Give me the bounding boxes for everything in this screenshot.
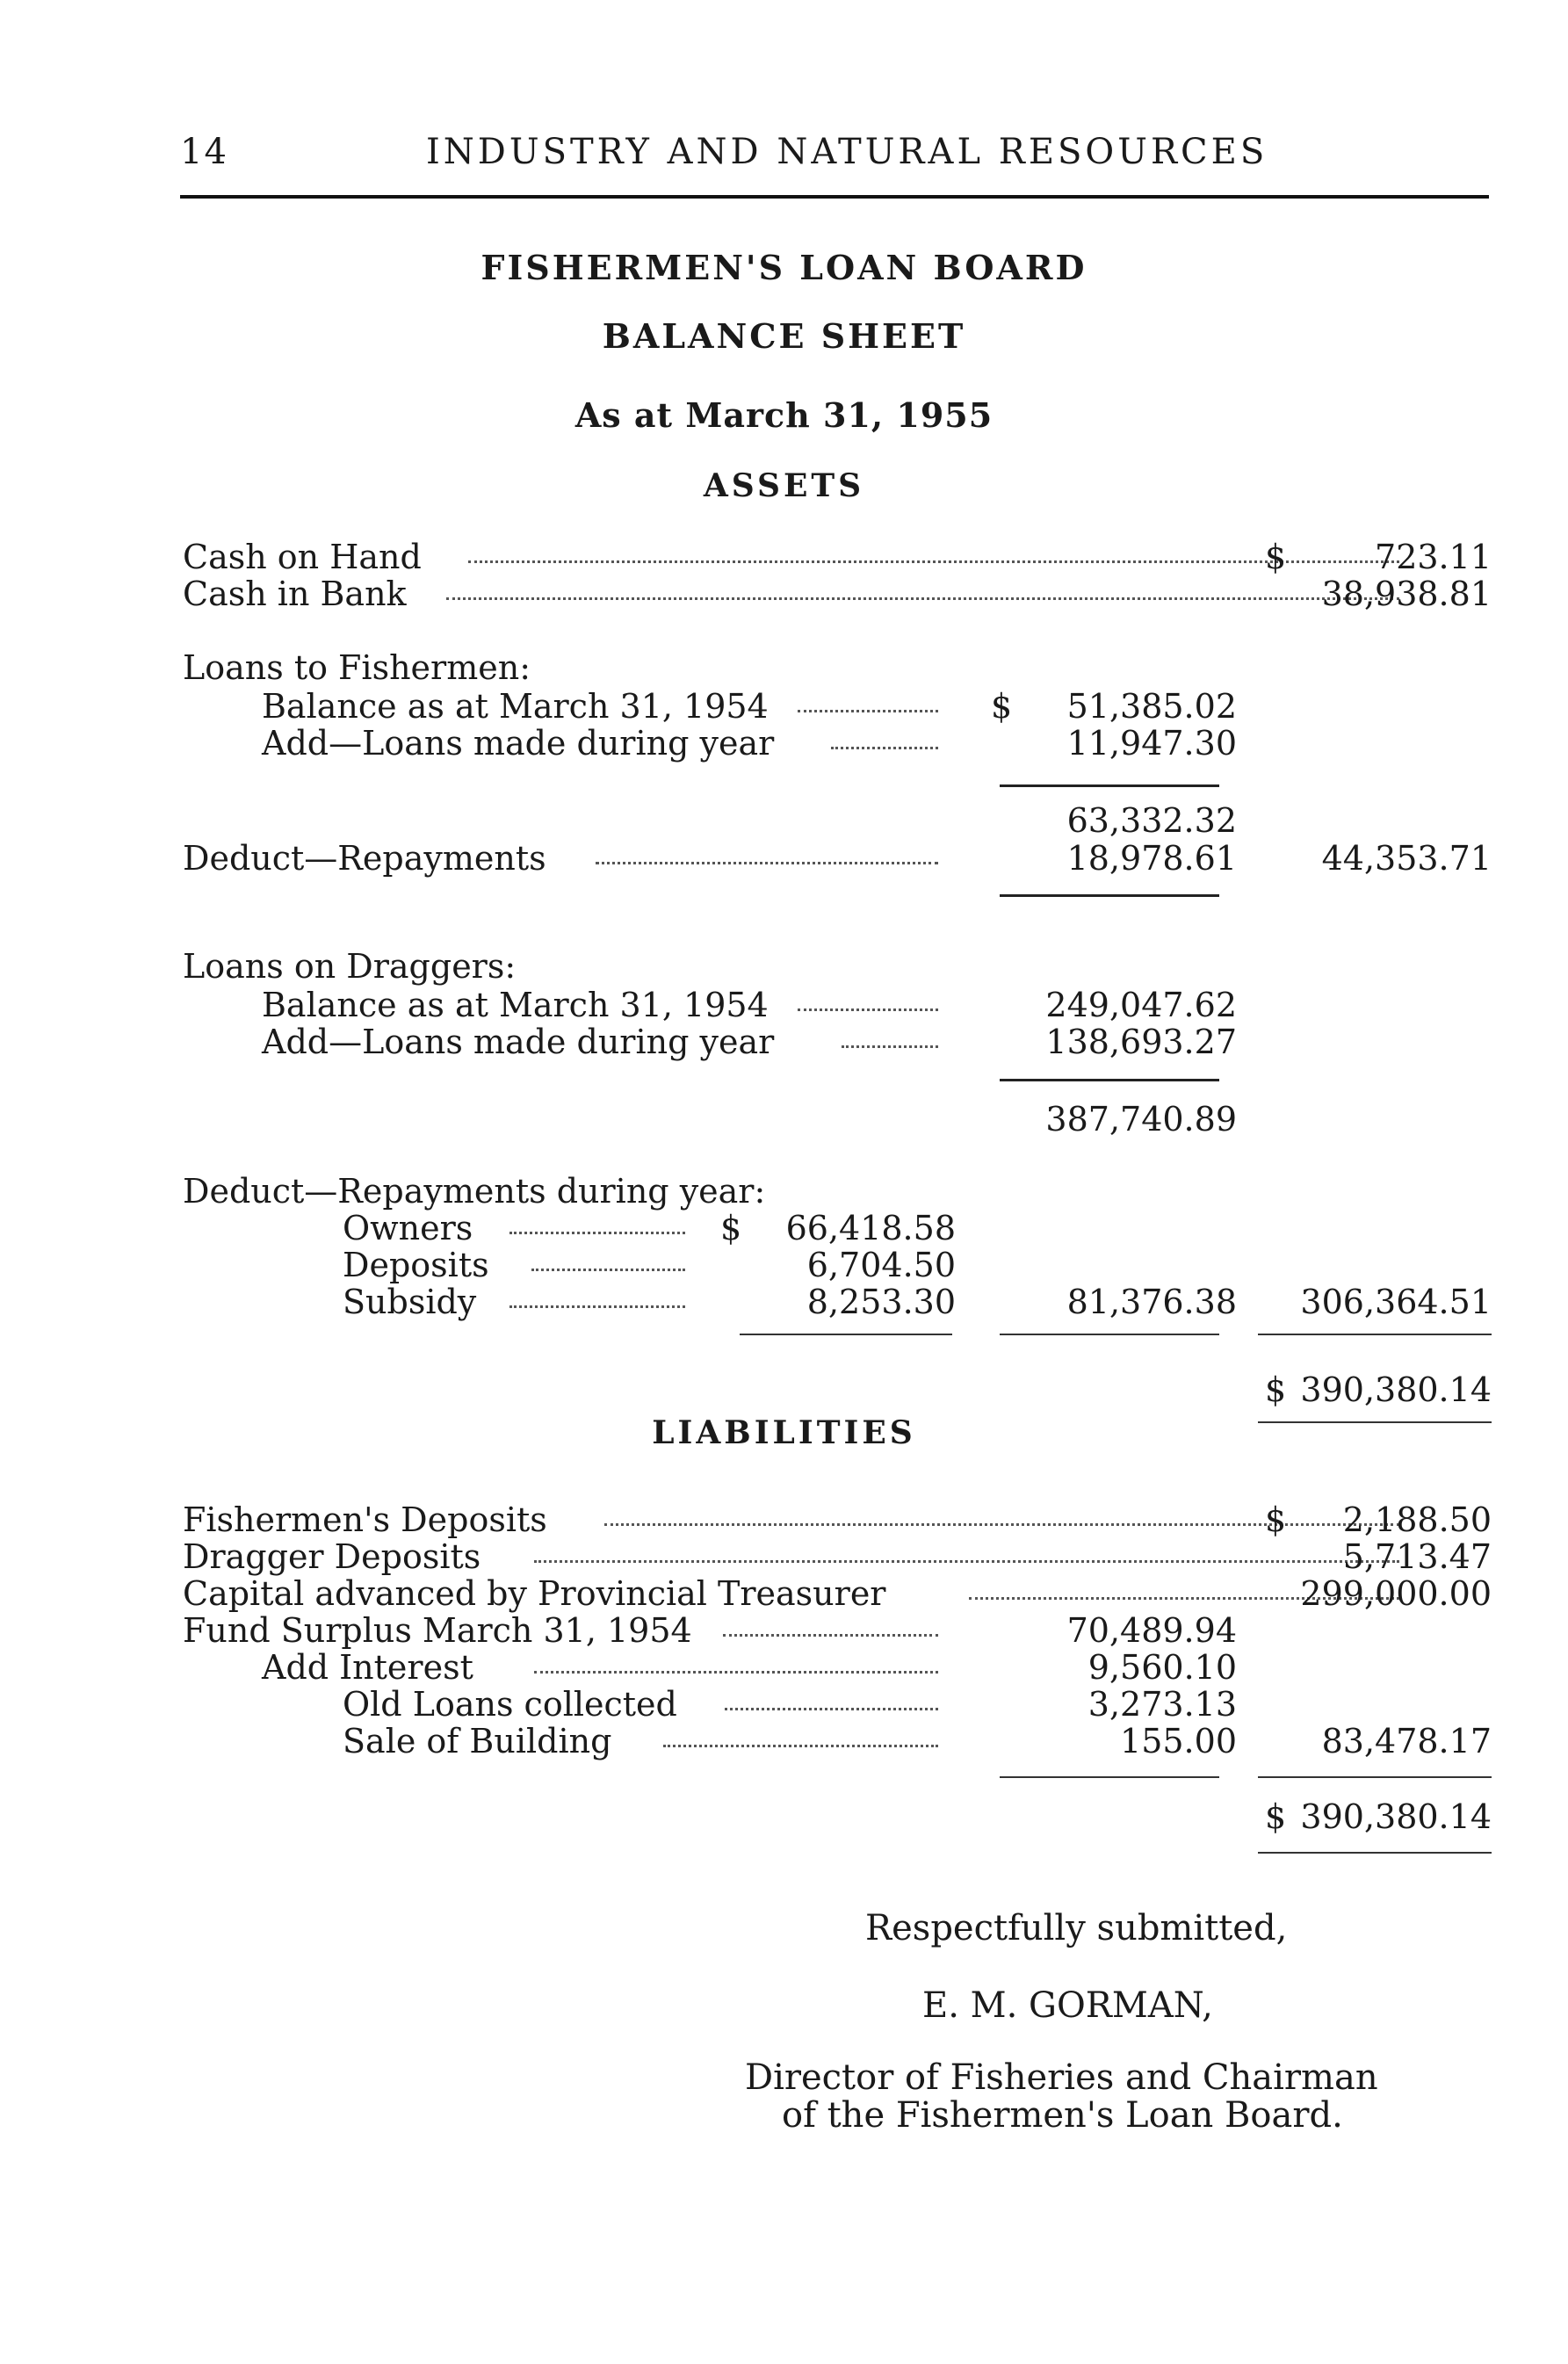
signer-title-line2: of the Fishermen's Loan Board. [782, 2095, 1343, 2136]
subtotal-rule [1000, 1079, 1219, 1081]
currency-sign: $ [1265, 538, 1287, 576]
running-title: INDUSTRY AND NATURAL RESOURCES [426, 132, 1268, 172]
liabilities-total-row [183, 1797, 1492, 1836]
dot-leader [596, 862, 938, 864]
dot-leader [534, 1560, 1399, 1563]
liabilities-heading: LIABILITIES [652, 1414, 916, 1451]
draggers-balance-row [262, 986, 1237, 1024]
page-header [180, 132, 1489, 184]
balance-label: Balance as at March 31, 1954 [262, 687, 769, 726]
owners-label: Owners [343, 1209, 473, 1247]
capital-advanced-amount: 299,000.00 [1300, 1574, 1492, 1613]
deduct-heading-label: Deduct—Repayments during year: [183, 1172, 766, 1211]
fund-surplus-amount: 70,489.94 [1066, 1611, 1237, 1650]
deposits-row [343, 1246, 956, 1284]
fishermens-deposits-amount: 2,188.50 [1342, 1500, 1492, 1539]
column-rule [1000, 1776, 1219, 1778]
subtotal-amount: 387,740.89 [1045, 1100, 1237, 1139]
add-label: Add—Loans made during year [262, 1023, 775, 1061]
draggers-add-row [262, 1023, 1237, 1061]
date-title: As at March 31, 1955 [574, 395, 994, 435]
dot-leader [509, 1305, 685, 1308]
column-rule [740, 1334, 952, 1335]
column-rule [1258, 1334, 1492, 1335]
fishermen-add-row [262, 724, 1237, 763]
closing-line: Respectfully submitted, [865, 1908, 1288, 1948]
deduct-amount: 18,978.61 [1066, 839, 1237, 878]
dot-leader [798, 710, 938, 712]
owners-amount: 66,418.58 [785, 1209, 956, 1247]
subsidy-amount: 8,253.30 [806, 1283, 956, 1321]
old-loans-row [343, 1685, 1237, 1724]
dot-leader [842, 1045, 938, 1048]
column-rule [1000, 1334, 1219, 1335]
fishermens-deposits-label: Fishermen's Deposits [183, 1500, 547, 1539]
add-amount: 11,947.30 [1066, 724, 1237, 763]
currency-sign: $ [720, 1209, 742, 1247]
add-interest-row [262, 1648, 1237, 1687]
add-amount: 138,693.27 [1045, 1023, 1237, 1061]
board-title: FISHERMEN'S LOAN BOARD [481, 248, 1087, 287]
dot-leader [468, 560, 1399, 563]
assets-heading: ASSETS [703, 467, 865, 504]
draggers-deduct-heading [183, 1172, 1492, 1211]
loans-fishermen-heading [183, 648, 1492, 687]
balance-amount: 51,385.02 [1066, 687, 1237, 726]
currency-sign: $ [1265, 1370, 1287, 1409]
cash-on-hand-label: Cash on Hand [183, 538, 422, 576]
fund-surplus-label: Fund Surplus March 31, 1954 [183, 1611, 692, 1650]
dot-leader [531, 1269, 685, 1271]
currency-sign: $ [1265, 1797, 1287, 1836]
dot-leader [446, 597, 1399, 600]
dragger-deposits-label: Dragger Deposits [183, 1537, 481, 1576]
old-loans-amount: 3,273.13 [1087, 1685, 1237, 1724]
cash-in-bank-label: Cash in Bank [183, 575, 407, 613]
column-rule [1258, 1776, 1492, 1778]
fishermen-subtotal-row [262, 801, 1237, 840]
liabilities-total-amount: 390,380.14 [1300, 1797, 1492, 1836]
dragger-deposits-amount: 5,713.47 [1342, 1537, 1492, 1576]
cash-on-hand-amount: 723.11 [1375, 538, 1492, 576]
fund-surplus-row [183, 1611, 1237, 1650]
fishermen-deduct-row [183, 839, 1492, 878]
assets-total-amount: 390,380.14 [1300, 1370, 1492, 1409]
fund-total-amount: 83,478.17 [1321, 1722, 1492, 1760]
currency-sign: $ [1265, 1500, 1287, 1539]
signer-title-line1: Director of Fisheries and Chairman [745, 2057, 1378, 2098]
sale-building-amount: 155.00 [1120, 1722, 1237, 1760]
subsidy-label: Subsidy [343, 1283, 477, 1321]
add-label: Add—Loans made during year [262, 724, 775, 763]
repayments-total-amount: 81,376.38 [1066, 1283, 1237, 1321]
fishermens-deposits-row [183, 1500, 1492, 1539]
add-interest-amount: 9,560.10 [1087, 1648, 1237, 1687]
currency-sign: $ [991, 687, 1013, 726]
dot-leader [798, 1008, 938, 1011]
draggers-subtotal-row [262, 1100, 1237, 1139]
header-rule [180, 195, 1489, 199]
owners-row [343, 1209, 956, 1247]
subtotal-rule [1000, 784, 1219, 787]
net-amount: 44,353.71 [1321, 839, 1492, 878]
loans-draggers-heading [183, 947, 1492, 986]
subsidy-row [343, 1283, 1492, 1321]
sale-building-label: Sale of Building [343, 1722, 612, 1760]
deposits-amount: 6,704.50 [806, 1246, 956, 1284]
total-rule [1258, 1852, 1492, 1854]
dot-leader [663, 1745, 938, 1747]
dot-leader [509, 1232, 685, 1234]
dragger-deposits-row [183, 1537, 1492, 1576]
sheet-title: BALANCE SHEET [602, 316, 966, 356]
fishermen-balance-row [262, 687, 1237, 726]
old-loans-label: Old Loans collected [343, 1685, 677, 1724]
dot-leader [534, 1671, 938, 1674]
section-rule [1000, 894, 1219, 897]
assets-total-row [183, 1370, 1492, 1409]
cash-in-bank-row [183, 575, 1492, 613]
signer-name: E. M. GORMAN, [922, 1985, 1213, 2026]
net-amount: 306,364.51 [1300, 1283, 1492, 1321]
deposits-label: Deposits [343, 1246, 489, 1284]
capital-advanced-row [183, 1574, 1492, 1613]
dot-leader [725, 1708, 938, 1710]
section-label: Loans on Draggers: [183, 947, 517, 986]
balance-label: Balance as at March 31, 1954 [262, 986, 769, 1024]
subtotal-amount: 63,332.32 [1066, 801, 1237, 840]
section-label: Loans to Fishermen: [183, 648, 531, 687]
dot-leader [831, 747, 938, 749]
add-interest-label: Add Interest [262, 1648, 473, 1687]
balance-amount: 249,047.62 [1045, 986, 1237, 1024]
cash-in-bank-amount: 38,938.81 [1321, 575, 1492, 613]
deduct-label: Deduct—Repayments [183, 839, 546, 878]
capital-advanced-label: Capital advanced by Provincial Treasurer [183, 1574, 886, 1613]
page-number: 14 [180, 132, 228, 172]
sale-building-row [343, 1722, 1492, 1760]
dot-leader [723, 1634, 938, 1637]
cash-on-hand-row [183, 538, 1492, 576]
